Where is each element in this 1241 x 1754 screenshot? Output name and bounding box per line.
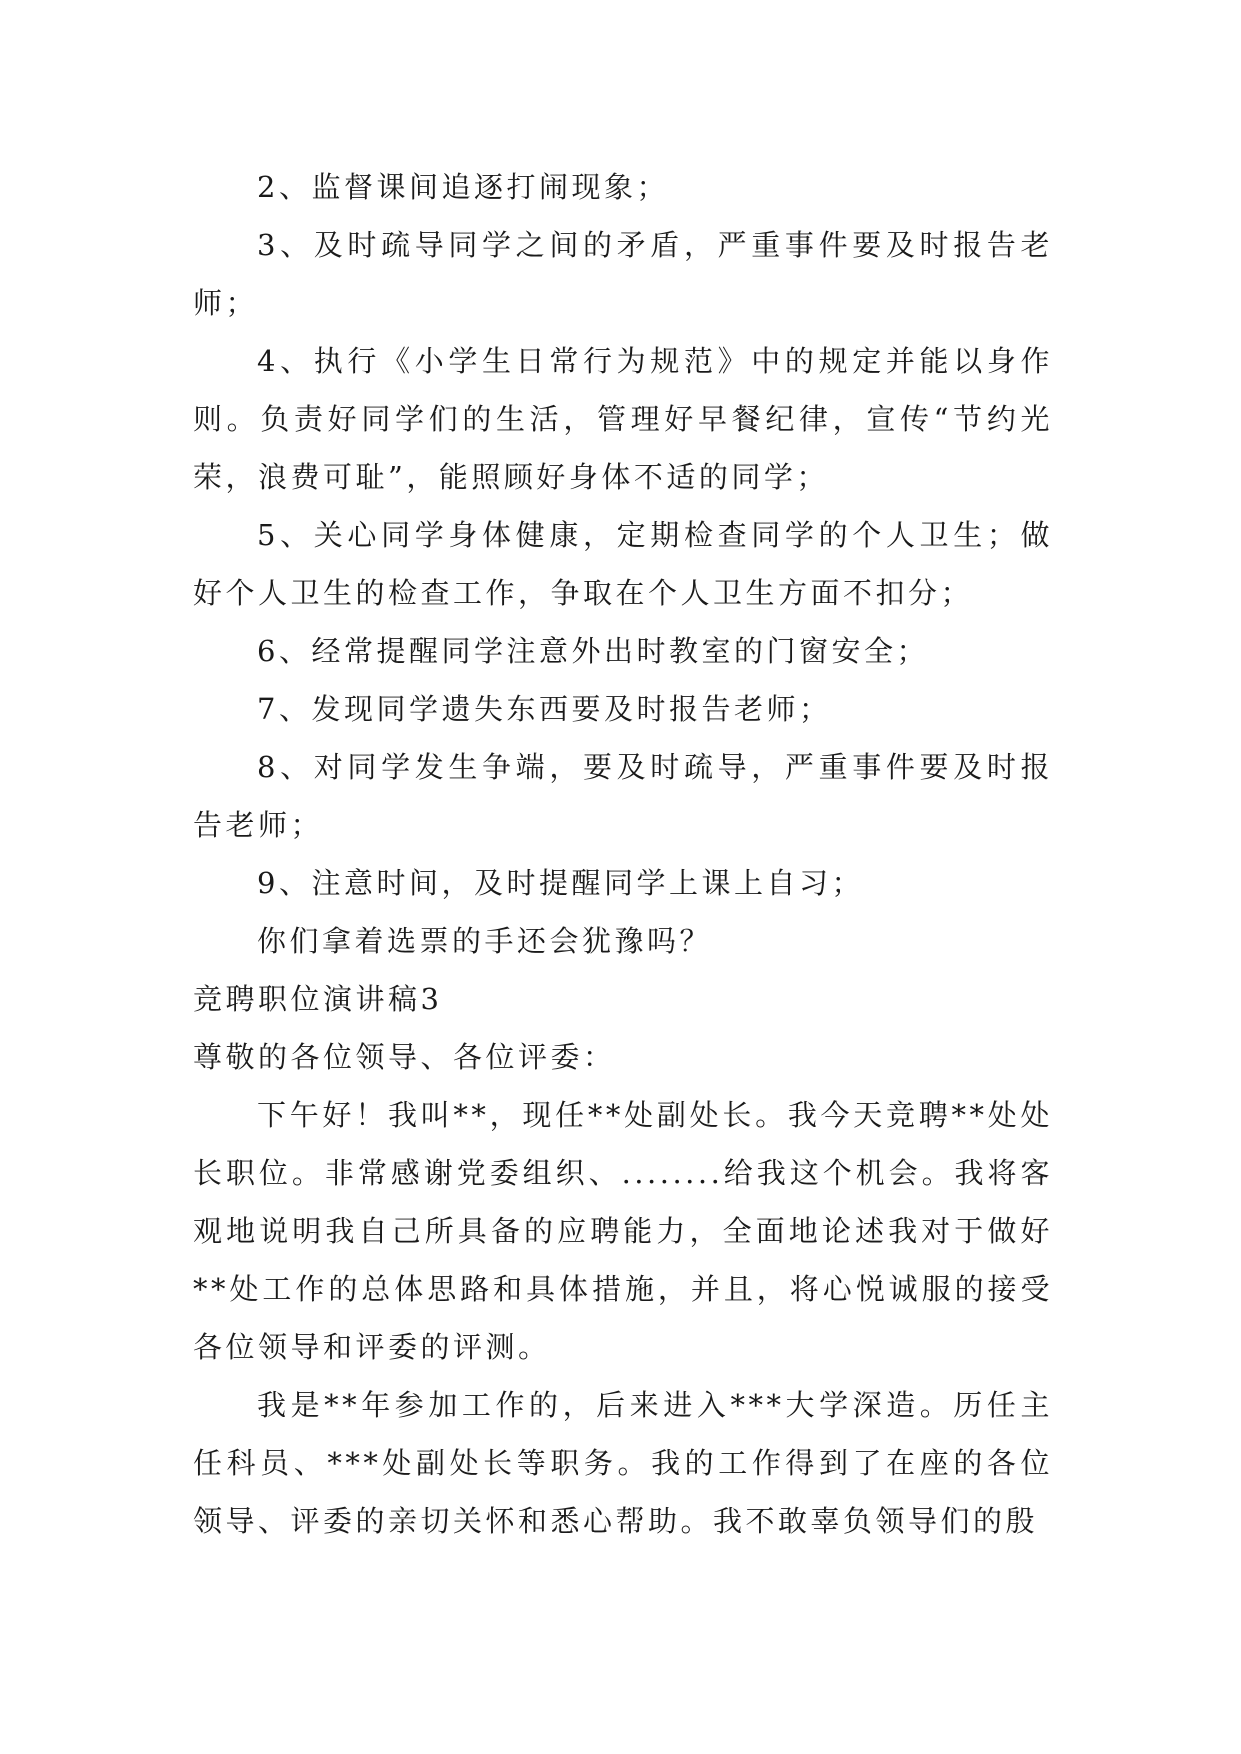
salutation: 尊敬的各位领导、各位评委： xyxy=(193,1040,616,1074)
paragraph-item-4: 4、执行《小学生日常行为规范》中的规定并能以身作则。负责好同学们的生活，管理好早餐纪律，宣传“节约光荣，浪费可耻”，能照顾好身体不适的同学； xyxy=(193,344,1053,494)
paragraph-item-9: 9、注意时间，及时提醒同学上课上自习； xyxy=(257,866,864,900)
paragraph-item-2: 2、监督课间追逐打闹现象； xyxy=(257,170,669,204)
section-heading: 竞聘职位演讲稿3 xyxy=(193,982,443,1016)
closing-question: 你们拿着选票的手还会犹豫吗？ xyxy=(257,924,713,958)
document-body xyxy=(193,158,1053,1550)
paragraph-item-3: 3、及时疏导同学之间的矛盾，严重事件要及时报告老师； xyxy=(193,228,1053,320)
paragraph-item-5: 5、关心同学身体健康，定期检查同学的个人卫生；做好个人卫生的检查工作，争取在个人卫生方面不扣分； xyxy=(193,518,1053,610)
paragraph-item-7: 7、发现同学遗失东西要及时报告老师； xyxy=(257,692,832,726)
paragraph-item-8: 8、对同学发生争端，要及时疏导，严重事件要及时报告老师； xyxy=(193,750,1053,842)
paragraph-item-6: 6、经常提醒同学注意外出时教室的门窗安全； xyxy=(257,634,929,668)
speech-paragraph-background: 我是**年参加工作的，后来进入***大学深造。历任主任科员、***处副处长等职务。我的工作得到了在座的各位领导、评委的亲切关怀和悉心帮助。我不敢辜负领导们的殷 xyxy=(193,1388,1053,1538)
speech-paragraph-intro: 下午好！我叫**，现任**处副处长。我今天竞聘**处处长职位。非常感谢党委组织、........给我这个机会。我将客观地说明我自己所具备的应聘能力，全面地论述我对于做好**处工作的总体思路和具体措施，并且，将心悦诚服的接受各位领导和评委的评测。 xyxy=(193,1098,1053,1364)
